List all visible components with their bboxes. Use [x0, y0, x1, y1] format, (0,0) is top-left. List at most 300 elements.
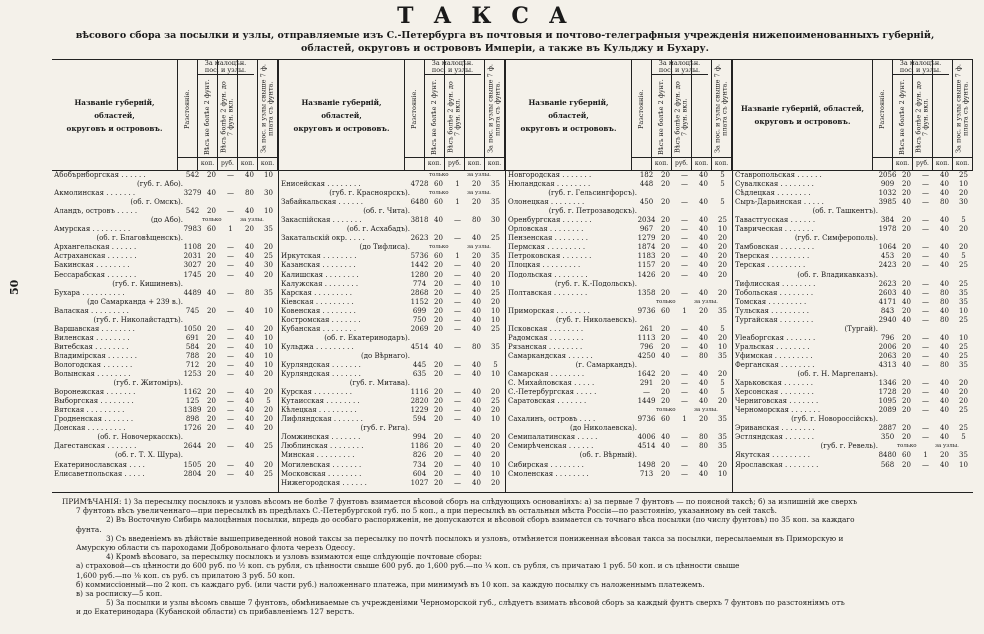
region-name: (Тургай). [844, 324, 878, 333]
table-cell: 898 [185, 415, 200, 424]
table-cell: — [227, 189, 234, 198]
table-cell: 1050 [183, 324, 202, 333]
table-cell [713, 280, 732, 289]
region-name: Кутаисская . . . . . . . . [281, 397, 360, 406]
table-row [52, 316, 278, 325]
table-cell: 1027 [410, 478, 429, 487]
column-header-label: Разстояніе. [183, 89, 191, 129]
table-cell [410, 243, 429, 252]
table-cell: 1108 [183, 243, 202, 252]
table-cell: 40 [699, 252, 708, 261]
region-name [506, 406, 637, 415]
table-cell: — [922, 171, 929, 179]
column-unit: коп. [692, 157, 711, 170]
table-cell: 20 [264, 324, 273, 333]
region-name: Приморская . . . . . . . . [508, 306, 590, 315]
table-cell [221, 180, 240, 189]
table-cell: 20 [902, 397, 911, 406]
table-row [52, 415, 278, 424]
table-cell: 40 [699, 324, 708, 333]
table-row [52, 343, 278, 352]
table-cell: — [454, 433, 461, 442]
table-cell: — [922, 252, 929, 261]
note-line: Амурскую области съ пароходами Добровольнаго флота черезъ Одессу. [76, 543, 356, 553]
region-name: Тобольская . . . . . . . . [735, 288, 814, 297]
table-cell: 2603 [878, 288, 897, 297]
table-cell: 20 [718, 288, 727, 297]
table-row [733, 433, 973, 442]
table-header [733, 60, 973, 171]
table-cell: 350 [880, 433, 895, 442]
region-name: Якутская . . . . . . . . . [735, 451, 810, 460]
table-cell: 4514 [410, 342, 429, 351]
table-cell [221, 234, 240, 243]
table-cell: 20 [661, 333, 670, 342]
region-name: Кіевская . . . . . . . . . [281, 297, 354, 306]
name-column-header [279, 60, 405, 170]
table-cell: 25 [959, 342, 968, 351]
table-row [506, 198, 732, 207]
table-cell: — [454, 297, 461, 306]
table-cell: за узлы. [240, 217, 264, 224]
table-cell: 20 [718, 243, 727, 252]
table-cell: — [922, 360, 929, 369]
table-cell: — [454, 388, 461, 397]
table-cell [259, 298, 278, 307]
table-cell: 20 [491, 297, 500, 306]
table-cell: 1253 [183, 370, 202, 379]
region-name: Воронежская . . . . . . . [54, 388, 136, 397]
table-row [733, 451, 973, 460]
table-cell: 80 [940, 198, 949, 207]
column-header [238, 60, 258, 170]
table-cell: только [897, 443, 917, 450]
table-cell: — [227, 306, 234, 315]
table-row [279, 207, 505, 216]
table-cell: — [454, 306, 461, 315]
table-cell: 20 [661, 388, 670, 397]
table-cell: 604 [412, 469, 427, 478]
table-row [506, 289, 732, 298]
table-row [279, 261, 505, 270]
table-cell [656, 424, 675, 433]
table-cell: 40 [207, 288, 216, 297]
region-name: Бессарабская . . . . . . . [54, 270, 137, 279]
table-row [506, 334, 732, 343]
table-cell: — [922, 306, 929, 315]
table-cell: 20 [264, 460, 273, 469]
table-row [506, 415, 732, 424]
table-cell: 826 [412, 451, 427, 460]
table-cell: — [227, 342, 234, 351]
table-cell: 9736 [637, 415, 656, 424]
region-name: (об. г. Екатеринодаръ). [324, 333, 410, 342]
column-header-label: За пос. и узлы свыше 7 ф. плата съ фунта. [954, 64, 970, 154]
region-name: Ломжинская . . . . . . . [281, 433, 361, 442]
region-name: Валаская . . . . . . . . . [54, 306, 129, 315]
table-cell [183, 198, 202, 207]
table-cell: 20 [491, 478, 500, 487]
table-cell [675, 424, 694, 433]
table-cell: — [454, 415, 461, 424]
column-unit: коп. [712, 157, 731, 170]
table-cell [713, 316, 732, 325]
table-cell: 20 [902, 424, 911, 433]
table-cell: 1279 [637, 234, 656, 243]
table-row [733, 234, 973, 243]
table-cell: 40 [699, 460, 708, 469]
table-cell: — [227, 252, 234, 261]
table-cell: — [681, 225, 688, 234]
table-cell: 40 [472, 270, 481, 279]
table-cell [467, 334, 486, 343]
table-cell [410, 189, 429, 198]
table-row [733, 379, 973, 388]
table-row [733, 334, 973, 343]
table-cell [954, 470, 973, 479]
table-cell [429, 352, 448, 361]
table-cell: 40 [699, 243, 708, 252]
table-cell: — [681, 397, 688, 406]
table-cell: 20 [207, 261, 216, 270]
table-cell: 1358 [637, 288, 656, 297]
table-cell: 2804 [183, 469, 202, 478]
column-header-label: Вѣсъ не болѣе 2 фунт. [203, 79, 211, 155]
table-cell [713, 189, 732, 198]
column-header-label: Вѣсъ болѣе 2 фун. до 7 фун. вкл. [446, 81, 462, 153]
region-name: Новгородская . . . . . . . [508, 171, 592, 179]
region-name: Черноморская . . . . . . . [735, 406, 821, 415]
region-name: Ставропольская . . . . . . [735, 171, 822, 179]
table-row [733, 307, 973, 316]
column-unit: руб. [913, 157, 932, 170]
table-cell: 40 [661, 442, 670, 451]
region-name: (об. г. Н. Маргеланъ). [797, 370, 878, 379]
region-name: Кубанская . . . . . . . . [281, 324, 357, 333]
column-header [933, 60, 953, 170]
table-cell: — [922, 180, 929, 189]
column-header [405, 60, 425, 170]
region-name: (г. Самаркандъ). [575, 360, 637, 369]
table-cell: — [922, 225, 929, 234]
table-cell: 35 [718, 415, 727, 424]
table-row [506, 225, 732, 234]
table-row [733, 442, 973, 451]
table-row [733, 280, 973, 289]
table-cell: 40 [940, 171, 949, 179]
table-cell [240, 180, 259, 189]
table-cell: 2063 [878, 351, 897, 360]
table-cell: 20 [661, 370, 670, 379]
column-header-label: Вѣсъ болѣе 2 фун. до 7 фун. вкл. [673, 81, 689, 153]
name-column-header [506, 60, 632, 170]
table-cell: 40 [661, 351, 670, 360]
region-name: Курляндская . . . . . . . [281, 360, 361, 369]
note-line: 4) Кромѣ вѣсоваго, за пересылку посылокъ и узловъ взимаются еще слѣдующіе почтовые сборы: [106, 552, 483, 562]
table-row [279, 252, 505, 261]
region-name: Донская . . . . . . . . . [54, 424, 126, 433]
table-cell: 80 [245, 189, 254, 198]
table-cell: — [681, 460, 688, 469]
table-cell: 3985 [878, 198, 897, 207]
table-cell: — [681, 171, 688, 179]
table-cell: 20 [434, 288, 443, 297]
column-header-label: Вѣсъ не болѣе 2 фунт. [657, 79, 665, 155]
table-row [506, 424, 732, 433]
column-unit: руб. [218, 157, 237, 170]
table-cell [448, 379, 467, 388]
table-row [733, 361, 973, 370]
name-header-line: округовъ и острововъ. [754, 117, 851, 126]
region-name: Закатальскій окр. . . . . [281, 234, 365, 243]
region-name: Курляндская . . . . . . . [281, 370, 361, 379]
table-cell: 20 [207, 306, 216, 315]
table-cell [259, 234, 278, 243]
table-cell: 20 [207, 252, 216, 261]
table-row [506, 207, 732, 216]
column-unit [873, 157, 892, 170]
table-cell: 5 [720, 180, 725, 189]
table-cell [954, 442, 973, 451]
table-cell: 2423 [878, 261, 897, 270]
table-cell [897, 271, 916, 280]
table-cell: 20 [491, 261, 500, 270]
table-cell [916, 234, 935, 243]
table-row [52, 207, 278, 216]
table-cell [259, 316, 278, 325]
note-line: и до Екатеринодара (Кубанской области) съ прибавленіемъ 127 верстъ. [76, 607, 355, 617]
table-cell [202, 316, 221, 325]
table-header [52, 60, 278, 171]
table-cell [637, 406, 656, 415]
table-row [506, 180, 732, 189]
table-cell: 20 [959, 189, 968, 198]
table-cell: 40 [472, 469, 481, 478]
table-cell: 542 [185, 171, 200, 179]
table-cell: 1874 [637, 243, 656, 252]
table-cell: 20 [902, 388, 911, 397]
table-cell: — [922, 198, 929, 207]
region-name: (об. г. Ташкентъ). [812, 207, 878, 216]
table-cell [694, 361, 713, 370]
table-cell: 20 [207, 415, 216, 424]
table-cell [202, 180, 221, 189]
table-row [52, 198, 278, 207]
table-cell: 40 [940, 216, 949, 225]
table-cell [448, 225, 467, 234]
region-name: Самарская . . . . . . . . [508, 370, 585, 379]
table-cell: 20 [902, 406, 911, 415]
table-cell: 20 [264, 243, 273, 252]
table-cell: 20 [902, 189, 911, 198]
table-cell: 10 [959, 180, 968, 189]
table-cell: 20 [264, 370, 273, 379]
table-row [279, 180, 505, 189]
table-row [279, 189, 505, 198]
table-row [279, 271, 505, 280]
table-body [279, 171, 505, 492]
table-cell: 20 [661, 397, 670, 406]
note-line: 3) Съ введеніемъ въ дѣйствіе вышеприведенной новой таксы за пересылку по почтѣ посылокъ и узловъ, отмѣняется пониженная вѣсовая такса за посылки, пересылаемыя въ Приморскую и [106, 533, 844, 543]
table-cell [637, 451, 656, 460]
table-cell: 3279 [183, 189, 202, 198]
region-name: Петроковская . . . . . . . [508, 252, 592, 261]
table-cell: 25 [959, 171, 968, 179]
table-cell: 60 [434, 198, 443, 207]
region-name: (до Або). [150, 216, 183, 225]
table-cell: 8480 [878, 451, 897, 460]
table-cell: за узлы. [467, 190, 491, 197]
table-cell [202, 433, 221, 442]
region-name: Ферганская . . . . . . . . [735, 360, 815, 369]
name-header-line: Названіе губерній, областей, [301, 97, 382, 120]
table-cell [935, 234, 954, 243]
table-row [506, 216, 732, 225]
table-panel [733, 60, 973, 492]
table-cell: 40 [245, 171, 254, 179]
table-panel [52, 60, 279, 492]
table-cell: 448 [639, 180, 654, 189]
table-cell: за узлы. [694, 298, 718, 305]
subtitle-line: вѣсового сбора за посылки и узлы, отправляемые изъ С.-Петербурга въ почтовыя и почтово-телеграфныя учрежденія нижепоименованныхъ губерній, [75, 30, 935, 41]
region-name: Радомская . . . . . . . . [508, 333, 584, 342]
column-unit: коп. [465, 157, 484, 170]
table-cell [916, 442, 935, 451]
table-cell: 40 [699, 469, 708, 478]
column-unit: коп. [953, 157, 972, 170]
table-cell: 2623 [878, 279, 897, 288]
table-row [279, 461, 505, 470]
table-cell: 1449 [637, 397, 656, 406]
table-cell: — [454, 288, 461, 297]
table-cell [486, 379, 505, 388]
table-cell: 35 [718, 433, 727, 442]
region-name: Акмолинская . . . . . . . [54, 189, 136, 198]
table-cell: — [227, 424, 234, 433]
table-cell [713, 298, 732, 307]
table-row [279, 379, 505, 388]
table-cell: за узлы. [694, 407, 718, 414]
table-cell: 635 [412, 370, 427, 379]
page-number: 50 [8, 279, 21, 295]
table-cell: 20 [699, 415, 708, 424]
column-header-label: Разстояніе. [410, 89, 418, 129]
region-name: (губ. г. Красноярскъ). [329, 189, 410, 198]
table-row [52, 307, 278, 316]
table-cell: 10 [264, 360, 273, 369]
table-row [279, 388, 505, 397]
column-header [178, 60, 198, 170]
table-cell: 1 [455, 180, 460, 189]
column-header [672, 60, 692, 170]
region-name: Тифлисская . . . . . . . . [735, 279, 816, 288]
table-cell [878, 234, 897, 243]
table-cell: 125 [185, 397, 200, 406]
table-cell: 80 [940, 288, 949, 297]
table-cell [183, 298, 202, 307]
table-cell [954, 415, 973, 424]
table-cell [221, 316, 240, 325]
table-row [279, 316, 505, 325]
table-cell: 60 [207, 225, 216, 234]
table-cell [637, 207, 656, 216]
table-cell: 20 [661, 234, 670, 243]
table-cell: 20 [434, 279, 443, 288]
table-row [506, 171, 732, 180]
table-cell [221, 379, 240, 388]
table-cell: 40 [207, 189, 216, 198]
column-header [692, 60, 712, 170]
table-row [52, 289, 278, 298]
table-cell: 20 [434, 460, 443, 469]
table-cell: 20 [207, 243, 216, 252]
table-cell: 261 [639, 324, 654, 333]
region-name: Сахалинъ, островъ . . . . [508, 415, 596, 424]
table-cell [637, 280, 656, 289]
table-cell: 1 [455, 198, 460, 207]
table-row [52, 171, 278, 180]
table-cell: 40 [245, 460, 254, 469]
table-cell [202, 198, 221, 207]
table-cell: 35 [491, 198, 500, 207]
table-cell: 691 [185, 333, 200, 342]
table-cell: 40 [472, 460, 481, 469]
table-cell: 25 [491, 324, 500, 333]
table-cell: 20 [902, 243, 911, 252]
table-row [52, 334, 278, 343]
table-row [733, 352, 973, 361]
table-cell: 80 [699, 351, 708, 360]
table-cell: 774 [412, 279, 427, 288]
table-cell: 40 [245, 388, 254, 397]
table-cell: 1978 [878, 225, 897, 234]
region-name: Смоленская . . . . . . . . [508, 469, 589, 478]
table-cell: — [681, 252, 688, 261]
region-name: Рязанская . . . . . . . . [508, 342, 583, 351]
table-cell: 20 [434, 370, 443, 379]
table-cell: 1726 [183, 424, 202, 433]
column-header-label: Вѣсъ не болѣе 2 фунт. [898, 79, 906, 155]
table-cell: 40 [699, 180, 708, 189]
table-cell: 40 [699, 379, 708, 388]
table-cell: 5 [720, 171, 725, 179]
table-row [52, 370, 278, 379]
column-unit: коп. [893, 157, 912, 170]
table-cell: только [429, 244, 449, 251]
table-cell: 4313 [878, 360, 897, 369]
table-cell: 20 [902, 306, 911, 315]
table-cell: 20 [902, 351, 911, 360]
table-cell [259, 433, 278, 442]
table-cell [713, 361, 732, 370]
table-cell: — [227, 351, 234, 360]
table-cell: 2089 [878, 406, 897, 415]
table-cell: 40 [940, 397, 949, 406]
region-name: Орловская . . . . . . . . [508, 225, 584, 234]
table-cell: 20 [959, 388, 968, 397]
table-cell: — [922, 333, 929, 342]
region-name: (об. г. Благовѣщенскъ). [96, 234, 183, 243]
table-cell [467, 207, 486, 216]
table-cell: 40 [902, 297, 911, 306]
region-name: Кѣлецкая . . . . . . . . . [281, 406, 357, 415]
table-row [279, 361, 505, 370]
table-cell [240, 280, 259, 289]
table-cell: 20 [207, 342, 216, 351]
table-cell: — [922, 261, 929, 270]
table-cell: — [643, 388, 650, 397]
table-cell: 10 [491, 306, 500, 315]
